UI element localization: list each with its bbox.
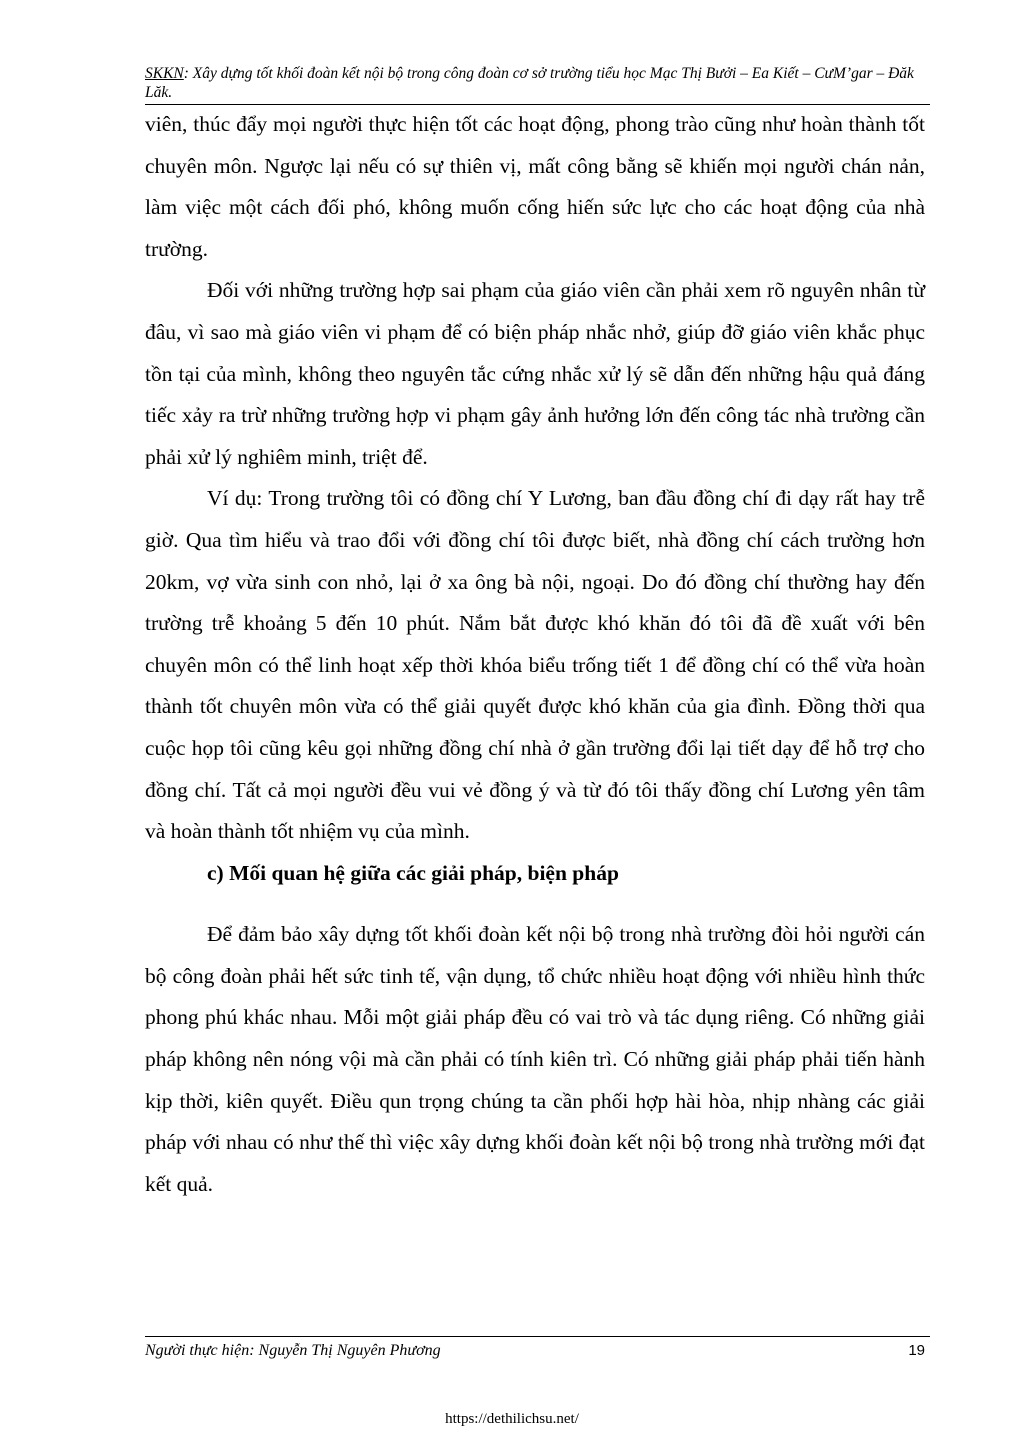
header-tag: SKKN bbox=[145, 65, 184, 82]
paragraph-continued: viên, thúc đẩy mọi người thực hiện tốt các hoạt động, phong trào cũng như hoàn thành tốt chuyên môn. Ngược lại nếu có sự thiên vị, mất công bằng sẽ khiến mọi người chán nản, làm việc một cách đối phó, không muốn cống hiến sức lực cho các hoạt động của nhà trường. bbox=[145, 112, 925, 261]
footer-divider bbox=[145, 1336, 930, 1337]
header-text: : Xây dựng tốt khối đoàn kết nội bộ trong công đoàn cơ sở trường tiểu học Mạc Thị Bưởi – Ea Kiết – CưM’gar – Đăk Lăk. bbox=[145, 65, 914, 101]
page-body bbox=[145, 104, 925, 1205]
running-header bbox=[145, 64, 930, 102]
footer-author: Người thực hiện: Nguyễn Thị Nguyên Phương bbox=[145, 1342, 441, 1359]
page-number: 19 bbox=[908, 1342, 925, 1359]
paragraph-relationship: Để đảm bảo xây dựng tốt khối đoàn kết nội bộ trong nhà trường đòi hỏi người cán bộ công đoàn phải hết sức tinh tế, vận dụng, tổ chức nhiều hoạt động với nhiều hình thức phong phú khác nhau. Mỗi một giải pháp đều có vai trò và tác dụng riêng. Có những giải pháp không nên nóng vội mà cần phải có tính kiên trì. Có những giải pháp phải tiến hành kịp thời, kiên quyết. Điều qun trọng chúng ta cần phối hợp hài hòa, nhịp nhàng các giải pháp với nhau có như thế thì việc xây dựng khối đoàn kết nội bộ trong nhà trường mới đạt kết quả. bbox=[145, 922, 925, 1196]
paragraph-violations: Đối với những trường hợp sai phạm của giáo viên cần phải xem rõ nguyên nhân từ đâu, vì sao mà giáo viên vi phạm để có biện pháp nhắc nhở, giúp đỡ giáo viên khắc phục tồn tại của mình, không theo nguyên tắc cứng nhắc xử lý sẽ dẫn đến những hậu quả đáng tiếc xảy ra trừ những trường hợp vi phạm gây ảnh hưởng lớn đến công tác nhà trường cần phải xử lý nghiêm minh, triệt để. bbox=[145, 278, 925, 469]
section-heading: c) Mối quan hệ giữa các giải pháp, biện pháp bbox=[207, 860, 619, 885]
source-url-link[interactable]: https://dethilichsu.net/ bbox=[445, 1411, 579, 1427]
paragraph-example: Ví dụ: Trong trường tôi có đồng chí Y Lương, ban đầu đồng chí đi dạy rất hay trễ giờ. Qua tìm hiểu và trao đổi với đồng chí tôi được biết, nhà đồng chí cách trường hơn 20km, vợ vừa sinh con nhỏ, lại ở xa ông bà nội, ngoại. Do đó đồng chí thường hay đến trường trễ khoảng 5 đến 10 phút. Nắm bắt được khó khăn đó tôi đã đề xuất với bên chuyên môn có thể linh hoạt xếp thời khóa biểu trống tiết 1 để đồng chí có thể vừa hoàn thành tốt chuyên môn vừa có thể giải quyết được khó khăn của gia đình. Đồng thời qua cuộc họp tôi cũng kêu gọi những đồng chí nhà ở gần trường đổi lại tiết dạy để hỗ trợ cho đồng chí. Tất cả mọi người đều vui vẻ đồng ý và từ đó tôi thấy đồng chí Lương yên tâm và hoàn thành tốt nhiệm vụ của mình. bbox=[145, 486, 925, 844]
